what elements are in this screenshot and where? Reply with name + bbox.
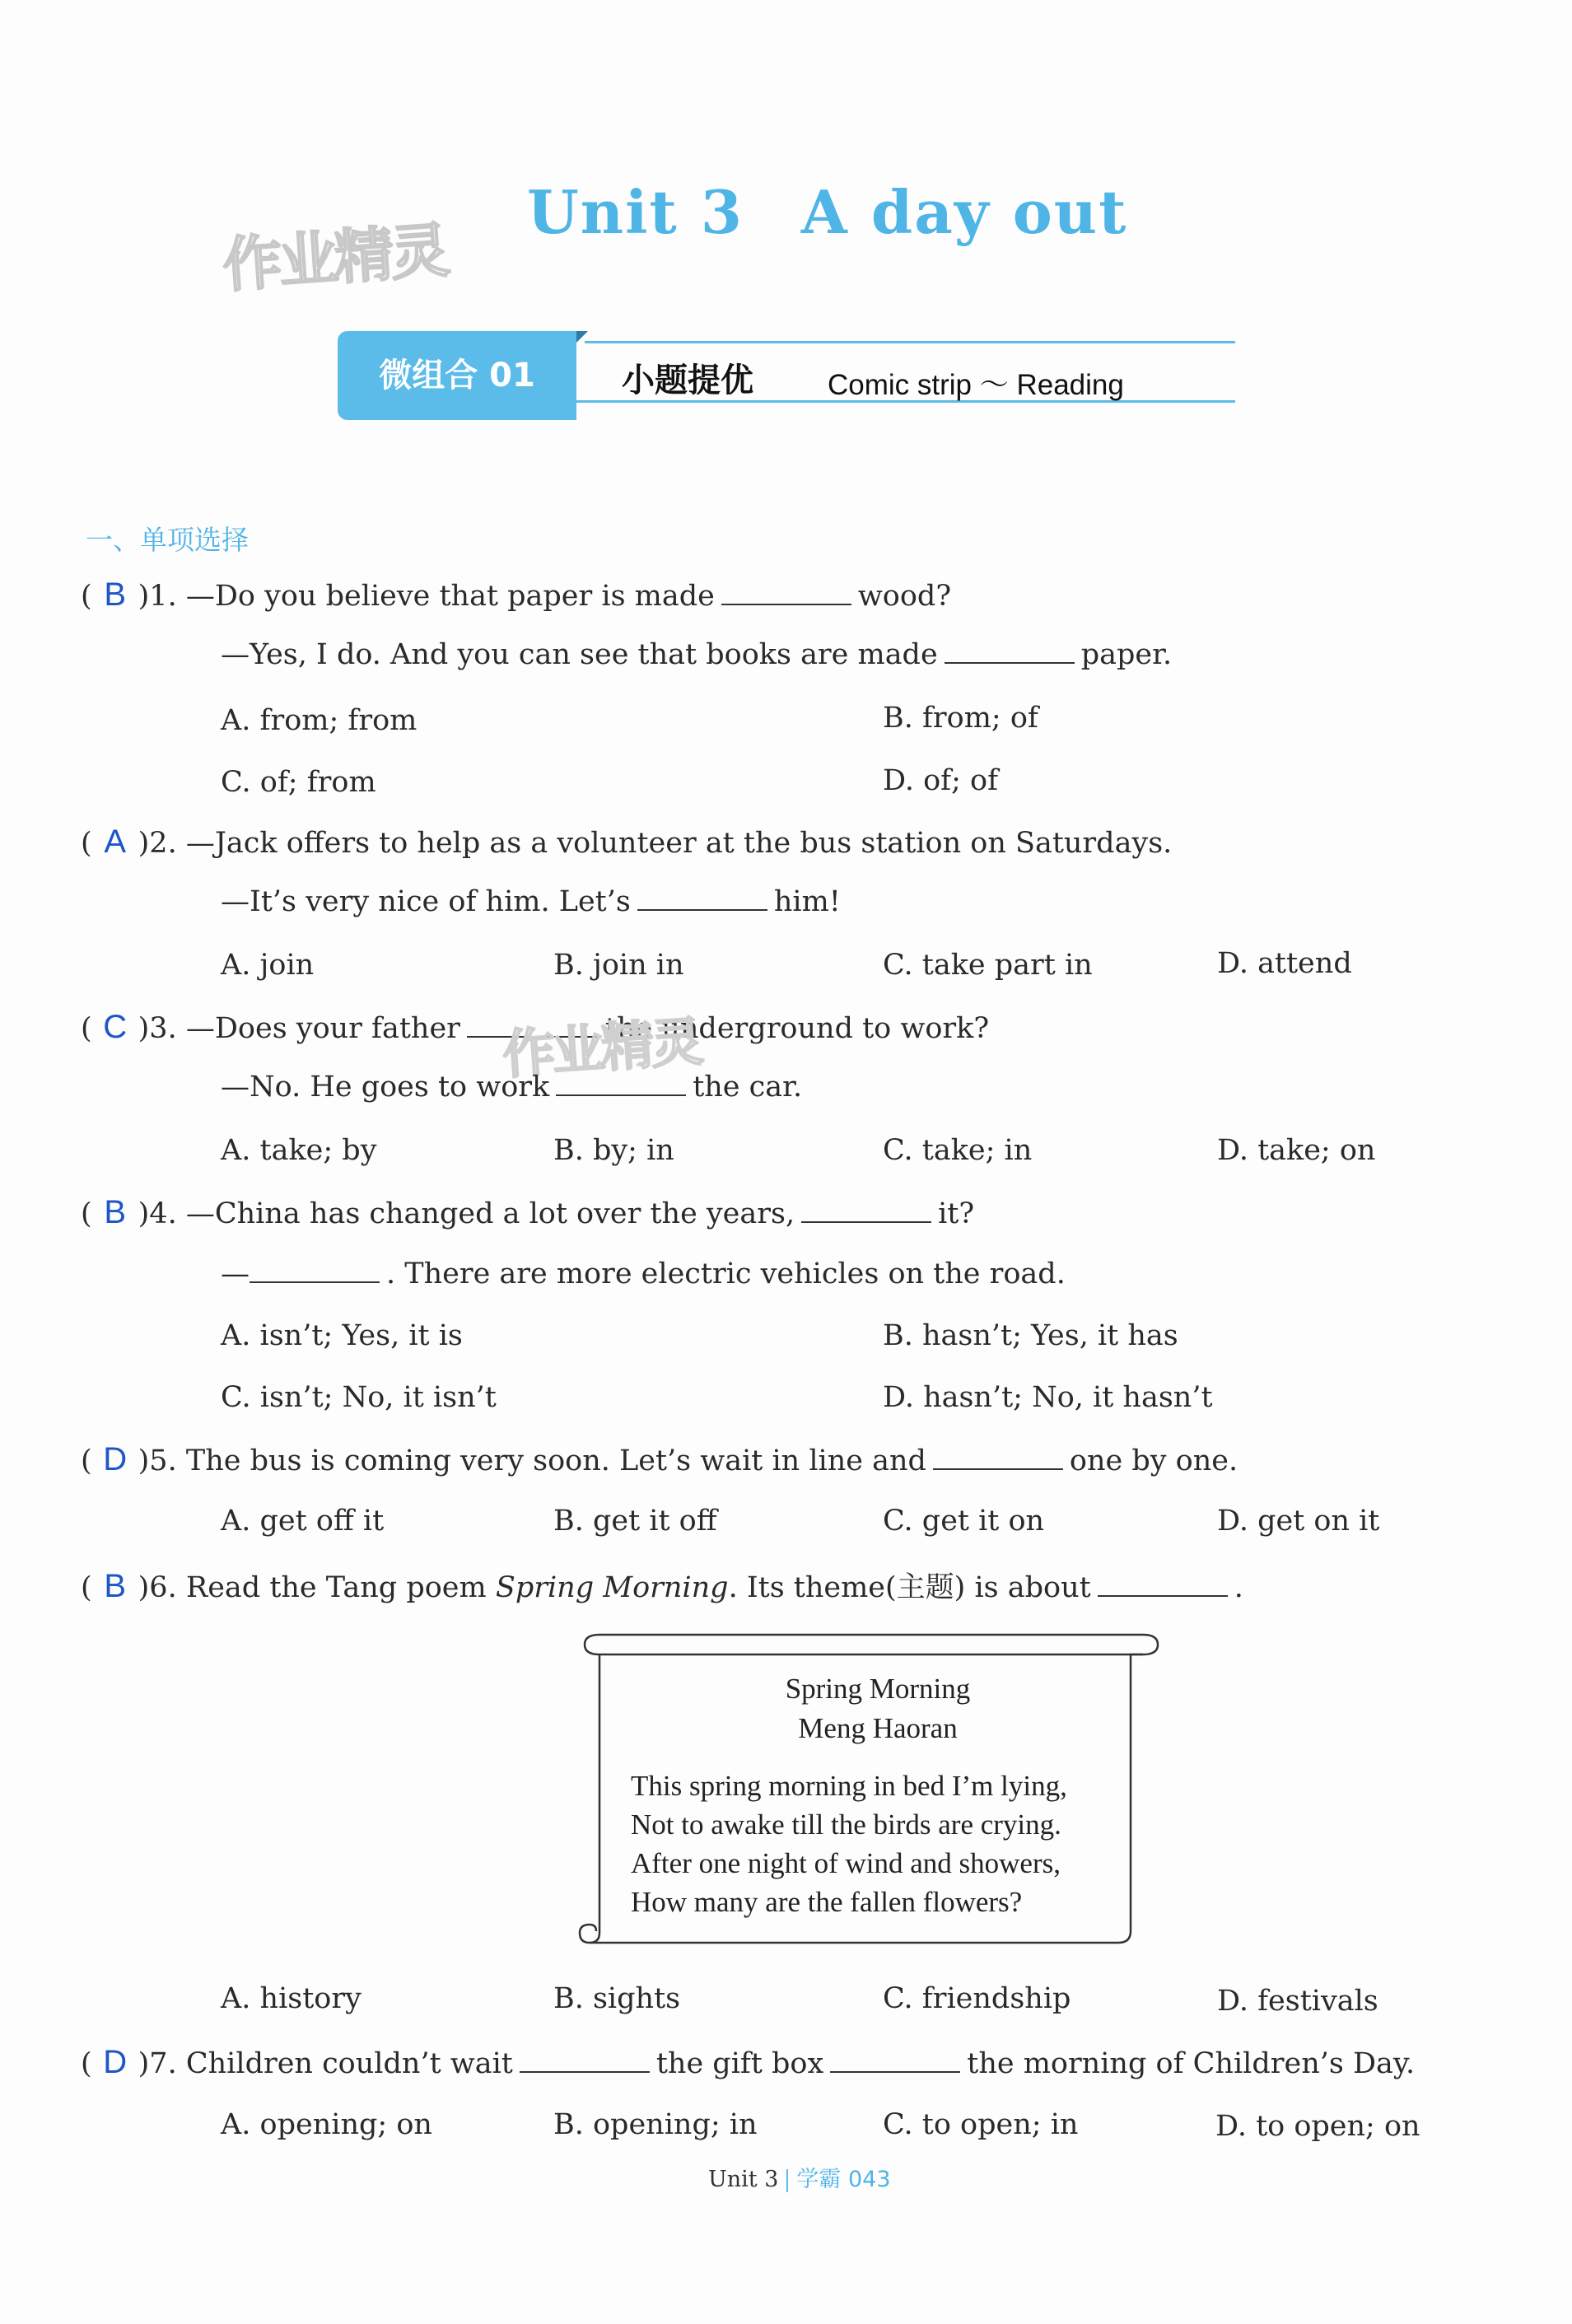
option-4d: D. hasn’t; No, it hasn’t: [883, 1381, 1213, 1414]
blank: [1098, 1572, 1228, 1597]
option-2b: B. join in: [553, 949, 684, 982]
option-7d: D. to open; on: [1215, 2110, 1420, 2143]
banner-tab: 微组合 01: [338, 331, 576, 420]
poem-lines: [623, 1766, 1133, 1921]
option-4c: C. isn’t; No, it isn’t: [221, 1381, 497, 1414]
banner-line-top: [585, 341, 1235, 343]
unit-number: Unit 3: [527, 177, 744, 247]
option-6a: A. history: [221, 1982, 362, 2015]
poem-line: Not to awake till the birds are crying.: [631, 1808, 1061, 1841]
question-2: ( A )2. —Jack offers to help as a volunteer at the bus station on Saturdays.: [81, 824, 1173, 860]
option-5d: D. get on it: [1217, 1505, 1380, 1538]
option-6d: D. festivals: [1217, 1985, 1378, 2018]
blank: [721, 581, 851, 605]
blank: [933, 1445, 1063, 1470]
section-heading: 一、单项选择: [86, 524, 249, 556]
option-4a: A. isn’t; Yes, it is: [221, 1319, 463, 1352]
option-5a: A. get off it: [221, 1505, 385, 1538]
page-number: 043: [847, 2167, 891, 2192]
answer-6: B: [104, 1568, 126, 1604]
answer-3: C: [103, 1009, 128, 1045]
option-3d: D. take; on: [1217, 1134, 1376, 1167]
answer-1: B: [104, 576, 126, 613]
option-6c: C. friendship: [883, 1982, 1071, 2015]
poem-line: This spring morning in bed I’m lying,: [631, 1770, 1067, 1802]
option-3b: B. by; in: [553, 1134, 674, 1167]
question-5: ( D )5. The bus is coming very soon. Let’s wait in line and one by one.: [81, 1441, 1238, 1477]
option-7c: C. to open; in: [883, 2108, 1079, 2141]
blank: [637, 886, 767, 911]
watermark-logo-2: 作业精灵: [501, 1011, 702, 1087]
option-1d: D. of; of: [883, 764, 999, 797]
unit-title: [527, 177, 1127, 247]
blank: [945, 639, 1075, 664]
option-7b: B. opening; in: [553, 2108, 758, 2141]
banner-subtitle: Comic strip ～ Reading: [828, 369, 1124, 401]
option-1b: B. from; of: [883, 702, 1038, 735]
option-5b: B. get it off: [553, 1505, 717, 1538]
option-6b: B. sights: [553, 1982, 681, 2015]
section-banner: [338, 331, 1235, 422]
question-3: ( C )3. —Does your father the underground to work?: [81, 1009, 990, 1045]
poem-scroll: [567, 1626, 1159, 1956]
footer-brand: 学霸: [796, 2167, 842, 2192]
option-1a: A. from; from: [221, 704, 417, 737]
blank: [830, 2048, 960, 2073]
option-2a: A. join: [221, 949, 315, 982]
poem-author: Meng Haoran: [798, 1712, 958, 1744]
poem-line: After one night of wind and showers,: [631, 1847, 1061, 1879]
poem-title-italic: Spring Morning: [495, 1571, 729, 1604]
option-1c: C. of; from: [221, 766, 376, 799]
answer-4: B: [104, 1194, 126, 1230]
question-2-line-2: —It’s very nice of him. Let’s him!: [221, 885, 841, 918]
footer-divider: [786, 2169, 788, 2192]
blank: [520, 2048, 650, 2073]
question-6: ( B )6. Read the Tang poem Spring Morning. Its theme(主题) is about .: [81, 1568, 1243, 1604]
option-7a: A. opening; on: [221, 2108, 432, 2141]
question-1-line-2: —Yes, I do. And you can see that books are made paper.: [221, 638, 1173, 671]
option-4b: B. hasn’t; Yes, it has: [883, 1319, 1178, 1352]
question-1: ( B )1. —Do you believe that paper is made wood?: [81, 576, 952, 613]
question-4-line-2: — . There are more electric vehicles on the road.: [221, 1258, 1066, 1290]
banner-main-title: 小题提优: [622, 362, 753, 399]
question-3-line-2: —No. He goes to work the car.: [221, 1071, 803, 1104]
blank: [250, 1258, 380, 1283]
footer-unit: Unit 3: [708, 2167, 779, 2192]
blank: [556, 1071, 686, 1096]
poem-title: Spring Morning: [785, 1673, 971, 1705]
question-7: ( D )7. Children couldn’t wait the gift box the morning of Children’s Day.: [81, 2044, 1416, 2080]
option-3a: A. take; by: [221, 1134, 377, 1167]
option-2d: D. attend: [1217, 947, 1352, 980]
poem-content: [623, 1669, 1133, 1921]
answer-5: D: [103, 1441, 128, 1477]
poem-line: How many are the fallen flowers?: [631, 1886, 1023, 1918]
blank: [801, 1198, 931, 1223]
answer-7: D: [103, 2044, 128, 2080]
option-2c: C. take part in: [883, 949, 1093, 982]
unit-name: A day out: [800, 177, 1128, 247]
watermark-logo: 作业精灵: [220, 215, 450, 301]
question-4: ( B )4. —China has changed a lot over the years, it?: [81, 1194, 975, 1230]
page-footer: [708, 2161, 891, 2193]
option-5c: C. get it on: [883, 1505, 1045, 1538]
answer-2: A: [104, 824, 126, 860]
option-3c: C. take; in: [883, 1134, 1033, 1167]
